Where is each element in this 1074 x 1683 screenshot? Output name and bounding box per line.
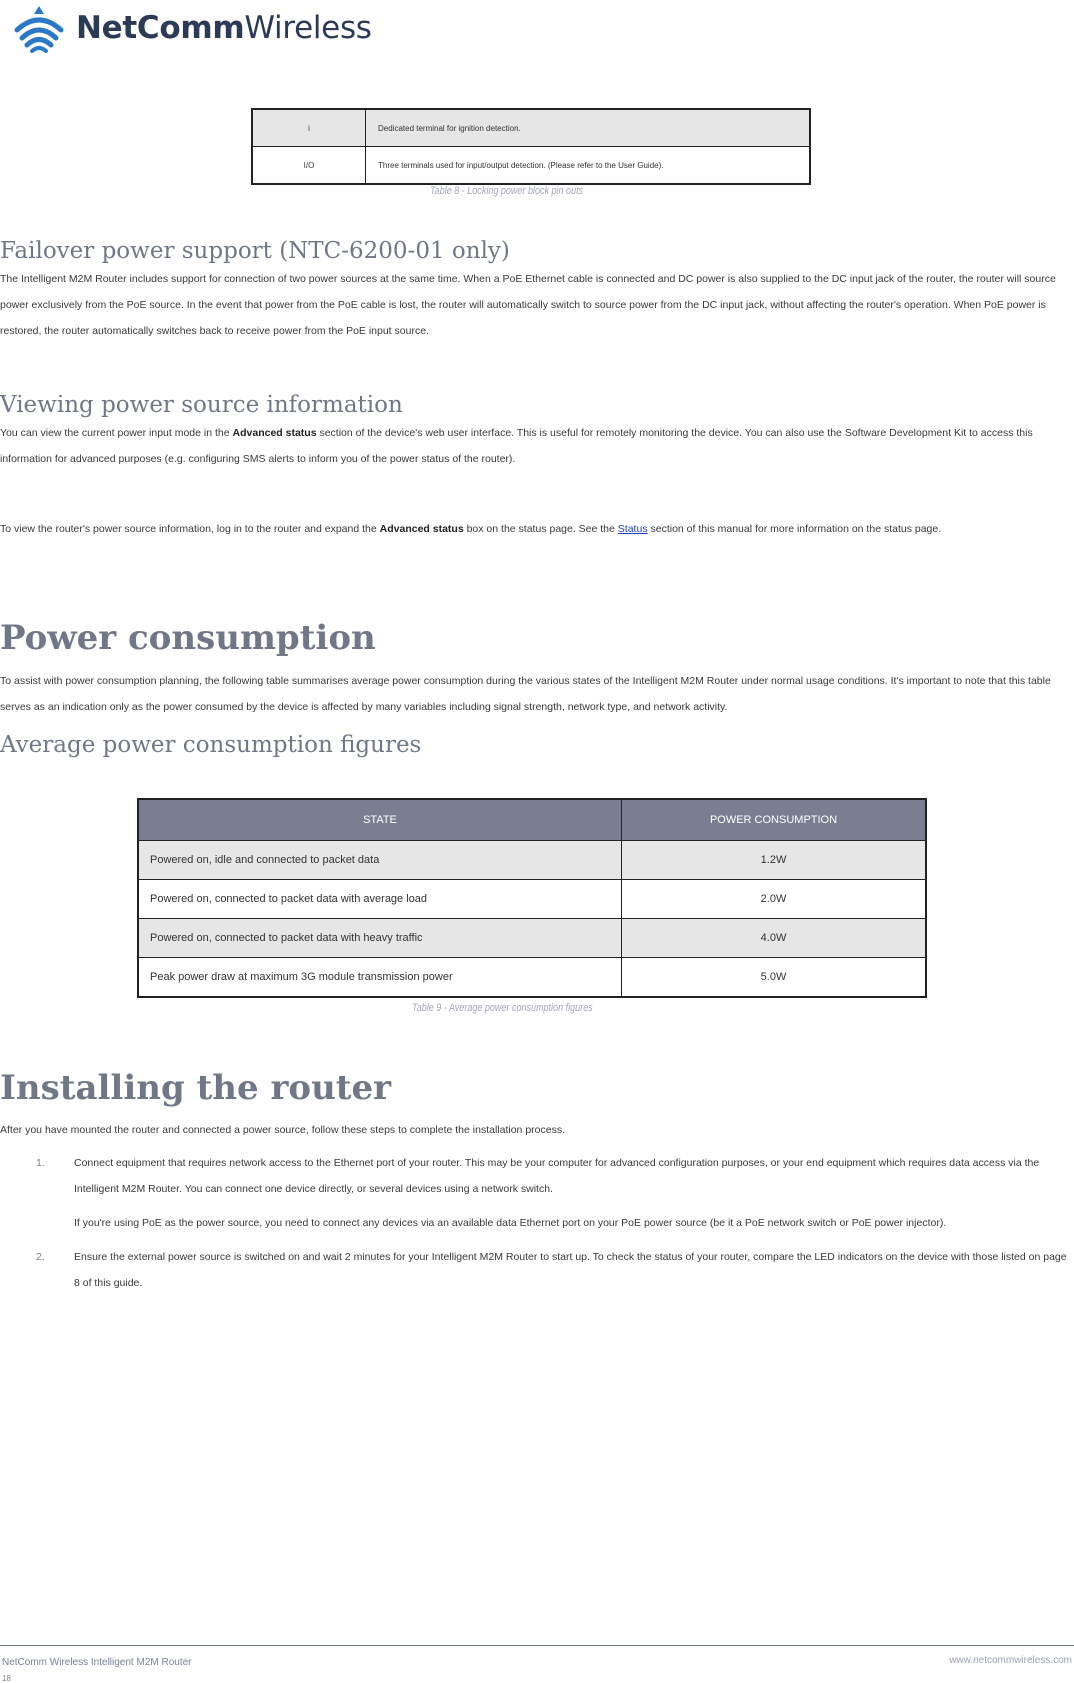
table-row: [252, 109, 810, 147]
table-8-caption: Table 8 - Locking power block pin outs: [430, 185, 584, 197]
table-cell: Three terminals used for input/output detection. (Please refer to the User Guide).: [366, 147, 811, 185]
table-cell: i: [252, 109, 366, 147]
state-column-header: STATE: [138, 799, 622, 841]
step-number: 2.: [36, 1251, 45, 1263]
step-text: Ensure the external power source is switched on and wait 2 minutes for your Intelligent M2M Router to start up. To check the status of your router, compare the LED indicators on the device with those listed on page 8 of this guide.: [74, 1251, 1067, 1289]
power-cell: 5.0W: [622, 958, 927, 998]
viewing-heading: Viewing power source information: [0, 392, 403, 418]
table-cell: I/O: [252, 147, 366, 185]
table-cell: Dedicated terminal for ignition detection.: [366, 109, 811, 147]
table-row: [138, 880, 926, 919]
logo-wordmark: NetCommWireless: [76, 10, 372, 46]
page-number: 18: [2, 1674, 11, 1683]
list-item: [0, 1244, 1070, 1296]
text-span: To view the router's power source information, log in to the router and expand the: [0, 523, 380, 535]
average-power-subheading: Average power consumption figures: [0, 732, 422, 758]
power-column-header: POWER CONSUMPTION: [622, 799, 927, 841]
state-cell: Powered on, idle and connected to packet data: [138, 841, 622, 880]
power-cell: 2.0W: [622, 880, 927, 919]
table-row: [138, 919, 926, 958]
table-row: [138, 958, 926, 998]
power-paragraph: To assist with power consumption planning, the following table summarises average power consumption during the various states of the Intelligent M2M Router under normal usage conditions. It's important to note that this table serves as an indication only as the power consumed by the device is affected by many variables including signal strength, network type, and network activity.: [0, 675, 1051, 713]
wifi-signal-logo-icon: [10, 2, 68, 54]
failover-paragraph: The Intelligent M2M Router includes support for connection of two power sources at the same time. When a PoE Ethernet cable is connected and DC power is also supplied to the DC input jack of the router, the router will source power exclusively from the PoE source. In the event that power from the PoE cable is lost, the router will automatically switch to source power from the DC input jack, without affecting the router's operation. When PoE power is restored, the router automatically switches back to receive power from the PoE input source.: [0, 273, 1056, 337]
table-row: [252, 147, 810, 185]
pin-outs-table: [251, 108, 811, 185]
table-header-row: [138, 799, 926, 841]
power-consumption-table: [137, 798, 927, 998]
viewing-paragraph-2: [0, 516, 1070, 542]
step-number: 1.: [36, 1157, 45, 1169]
list-item: [0, 1150, 1070, 1236]
step-text: Connect equipment that requires network access to the Ethernet port of your router. This may be your computer for advanced configuration purposes, or your end equipment which requires data access via the Intelligent M2M Router. You can connect one device directly, or several devices using a network switch.: [74, 1157, 1040, 1195]
state-cell: Powered on, connected to packet data with heavy traffic: [138, 919, 622, 958]
step-note: If you're using PoE as the power source, you need to connect any devices via an available data Ethernet port on your PoE power source (be it a PoE network switch or PoE power injector).: [74, 1217, 947, 1229]
status-link[interactable]: Status: [617, 523, 648, 535]
table-9-caption: Table 9 - Average power consumption figures: [412, 1002, 593, 1014]
table-row: [138, 841, 926, 880]
installation-steps-list: [0, 1150, 1070, 1296]
netcomm-logo: [10, 0, 372, 56]
footer-divider: [0, 1645, 1074, 1646]
state-cell: Peak power draw at maximum 3G module transmission power: [138, 958, 622, 998]
installing-intro: After you have mounted the router and connected a power source, follow these steps to complete the installation process.: [0, 1124, 565, 1136]
footer-product-name: NetComm Wireless Intelligent M2M Router: [2, 1657, 192, 1668]
power-cell: 4.0W: [622, 919, 927, 958]
failover-heading: Failover power support (NTC-6200-01 only): [0, 238, 510, 264]
text-span: box on the status page. See the: [463, 523, 618, 535]
text-span: section of this manual for more information on the status page.: [647, 523, 942, 535]
power-consumption-heading: Power consumption: [0, 618, 376, 658]
power-cell: 1.2W: [622, 841, 927, 880]
footer-website: www.netcommwireless.com: [949, 1655, 1072, 1666]
text-span: You can view the current power input mode in the: [0, 427, 233, 439]
text-span: section of the device's web user interface. This is useful for remotely monitoring the device. You can also use the Software Development Kit to access this information for advanced purposes (e.g. configuring SMS alerts to inform you of the power status of the router).: [0, 427, 1033, 465]
viewing-paragraph-1: [0, 420, 1070, 472]
advanced-status-term: Advanced status: [379, 523, 464, 535]
installing-heading: Installing the router: [0, 1068, 392, 1108]
advanced-status-term: Advanced status: [232, 427, 317, 439]
state-cell: Powered on, connected to packet data with average load: [138, 880, 622, 919]
